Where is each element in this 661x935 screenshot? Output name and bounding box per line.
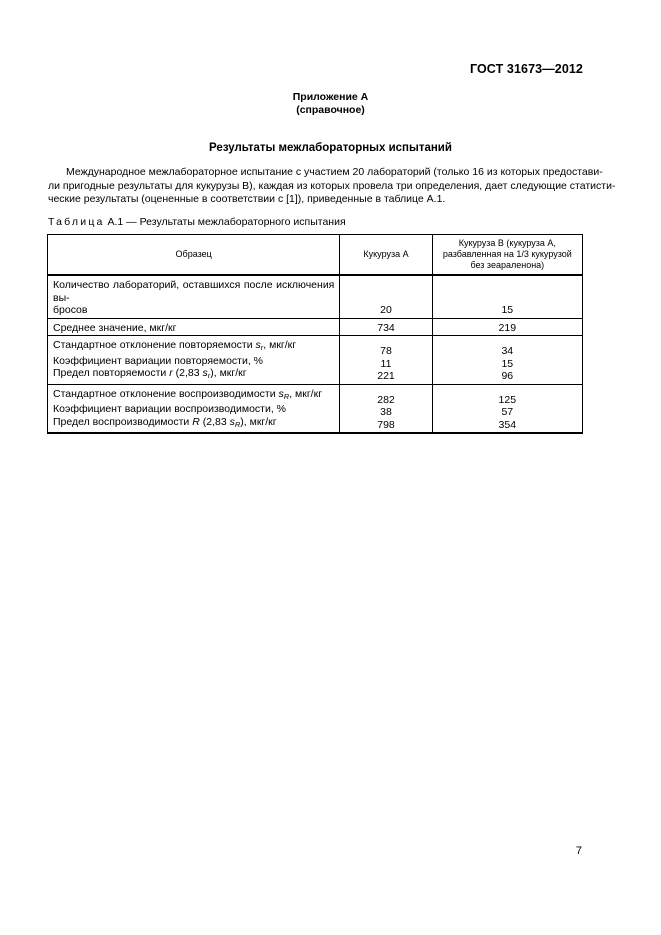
sR-subscript: R xyxy=(283,391,290,401)
limr-label-text: Предел повторяемости xyxy=(53,367,170,379)
intro-paragraph xyxy=(48,166,616,207)
page-number: 7 xyxy=(575,845,582,857)
sR-corn-a: 282 xyxy=(377,393,395,406)
annex-subtitle: (справочное) xyxy=(296,104,365,116)
sr-symbol: s xyxy=(255,339,261,351)
mean-corn-a: 734 xyxy=(340,318,432,336)
sR-label xyxy=(53,388,334,404)
labs-label-line2: бросов xyxy=(53,304,88,316)
mean-corn-b: 219 xyxy=(432,318,582,336)
annex-title: Приложение А xyxy=(292,91,369,103)
limR-formula-close: ), мкг/кг xyxy=(240,415,277,428)
sr-label-text: Стандартное отклонение повторяемости xyxy=(53,339,256,351)
cvr-label: Коэффициент вариации повторяемости, % xyxy=(53,354,264,367)
limr-symbol: r xyxy=(169,367,173,379)
table-caption xyxy=(48,216,346,228)
sR-corn-b: 125 xyxy=(498,393,517,406)
limR-symbol: R xyxy=(192,415,200,428)
reproducibility-labels xyxy=(48,384,340,433)
header-corn-b: Кукуруза В (кукуруза А, разбавленная на 1/3 кукурузой без зеараленона) xyxy=(432,235,582,276)
repeatability-corn-a xyxy=(340,336,432,385)
limr-corn-b: 96 xyxy=(501,370,514,382)
header-sample: Образец xyxy=(48,235,340,276)
labs-corn-b: 15 xyxy=(432,275,582,318)
cvR-corn-a: 38 xyxy=(380,406,392,418)
cvr-corn-b: 15 xyxy=(501,357,514,370)
limr-label xyxy=(53,367,334,383)
table-caption-text: А.1 — Результаты межлабораторного испытания xyxy=(107,216,346,228)
sR-symbol: s xyxy=(278,387,284,400)
table-row xyxy=(48,318,583,336)
section-title: Результаты межлабораторных испытаний xyxy=(209,142,452,154)
limr-formula-close: ), мкг/кг xyxy=(210,367,247,379)
intro-line: ли пригодные результаты для кукурузы В), каждая из которых провела три определения, дает следующие статисти- xyxy=(48,179,616,192)
limR-corn-b: 354 xyxy=(498,418,517,431)
reproducibility-corn-b xyxy=(432,384,582,433)
header-corn-a: Кукуруза А xyxy=(340,235,432,276)
limR-formula-open: (2,83 xyxy=(199,415,230,428)
sr-label-unit: , мкг/кг xyxy=(263,339,297,351)
limR-label-text: Предел воспроизводимости xyxy=(53,415,193,428)
reproducibility-corn-a xyxy=(340,384,432,433)
mean-label: Среднее значение, мкг/кг xyxy=(48,318,340,336)
sR-label-unit: , мкг/кг xyxy=(289,387,323,400)
sr-corn-a: 78 xyxy=(380,345,392,357)
sr-subscript: r xyxy=(260,343,264,352)
table-row xyxy=(48,336,583,385)
limr-s-symbol: s xyxy=(202,367,208,379)
limr-corn-a: 221 xyxy=(377,370,395,382)
limR-label xyxy=(53,416,334,432)
table-row xyxy=(48,384,583,433)
cvR-corn-b: 57 xyxy=(501,406,514,418)
repeatability-labels xyxy=(48,336,340,385)
limr-formula-open: (2,83 xyxy=(172,367,203,379)
sr-label xyxy=(53,339,334,355)
limr-subscript: r xyxy=(207,371,211,380)
table-row xyxy=(48,275,583,318)
annex-heading xyxy=(0,91,661,117)
limR-subscript: R xyxy=(234,419,241,429)
intro-line: ческие результаты (оцененные в соответствии с [1]), приведенные в таблице А.1. xyxy=(48,193,446,205)
intro-line: Международное межлабораторное испытание с участием 20 лабораторий (только 16 из которых предостави- xyxy=(66,166,603,178)
labs-label-line1: Количество лабораторий, оставшихся после исключения вы- xyxy=(53,279,335,304)
results-table xyxy=(47,234,583,434)
table-header-row xyxy=(48,235,583,276)
row-label xyxy=(48,275,340,318)
limR-s-symbol: s xyxy=(229,415,235,428)
labs-corn-a: 20 xyxy=(340,275,432,318)
cvr-corn-a: 11 xyxy=(380,357,392,370)
cvR-label: Коэффициент вариации воспроизводимости, % xyxy=(53,403,287,415)
limR-corn-a: 798 xyxy=(377,418,395,431)
sr-corn-b: 34 xyxy=(501,345,514,357)
sR-label-text: Стандартное отклонение воспроизводимости xyxy=(53,387,279,400)
repeatability-corn-b xyxy=(432,336,582,385)
document-code: ГОСТ 31673—2012 xyxy=(469,62,583,76)
table-caption-label: Таблица xyxy=(48,216,105,228)
